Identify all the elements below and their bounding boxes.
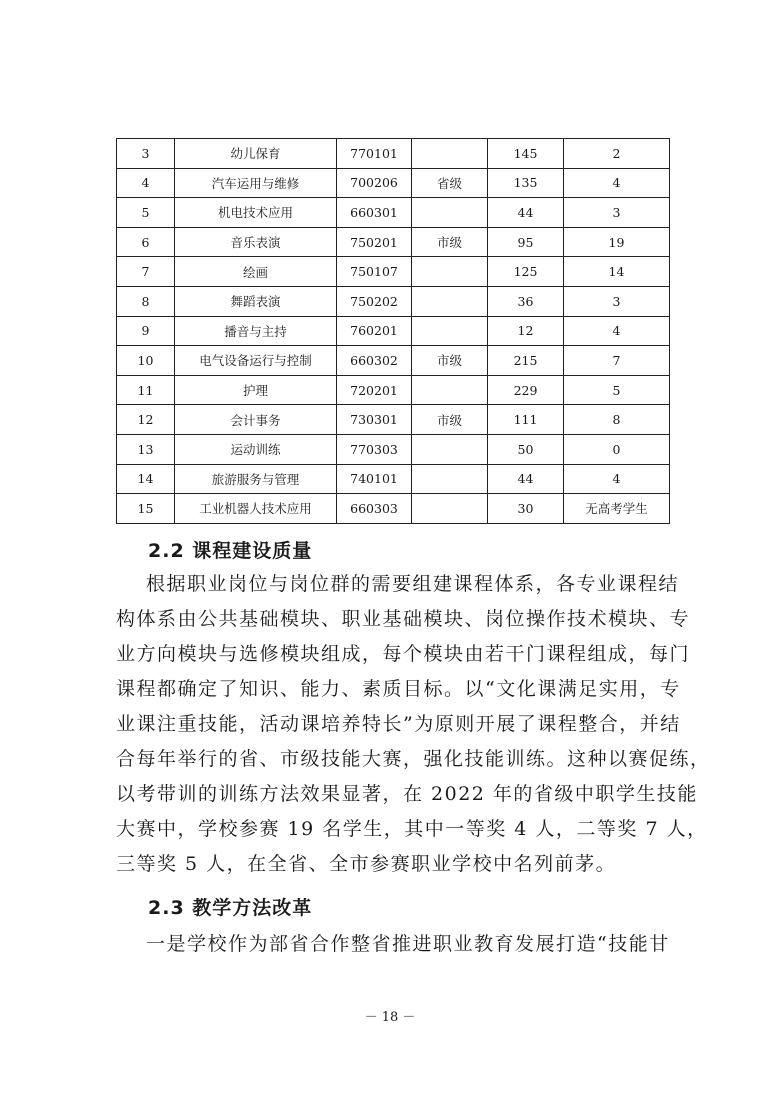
table-cell: 10	[117, 346, 175, 376]
table-cell: 770101	[337, 139, 412, 169]
table-row	[117, 316, 670, 346]
table-cell: 0	[564, 434, 670, 464]
table-cell	[412, 286, 488, 316]
table-cell: 770303	[337, 434, 412, 464]
paragraph-line: 业方向模块与选修模块组成，每个模块由若干门课程组成，每门	[116, 643, 691, 665]
table-cell: 电气设备运行与控制	[175, 346, 337, 376]
table-row	[117, 346, 670, 376]
table-cell: 音乐表演	[175, 227, 337, 257]
table-row	[117, 168, 670, 198]
table-cell: 运动训练	[175, 434, 337, 464]
table-cell: 229	[488, 375, 564, 405]
table-cell: 工业机器人技术应用	[175, 494, 337, 524]
table-row	[117, 139, 670, 169]
paragraph-line: 三等奖 5 人，在全省、全市参赛职业学校中名列前茅。	[116, 853, 617, 875]
table-cell	[412, 375, 488, 405]
table-cell: 播音与主持	[175, 316, 337, 346]
section-heading-2-3: 2.3 教学方法改革	[148, 897, 313, 919]
table-cell	[412, 434, 488, 464]
table-cell: 4	[564, 464, 670, 494]
paragraph-line: 大赛中，学校参赛 19 名学生，其中一等奖 4 人，二等奖 7 人，	[116, 818, 708, 840]
table-cell: 绘画	[175, 257, 337, 287]
table-row	[117, 464, 670, 494]
table-cell: 护理	[175, 375, 337, 405]
table-cell: 14	[564, 257, 670, 287]
majors-table	[116, 138, 670, 524]
table-cell	[412, 139, 488, 169]
table-cell: 8	[564, 405, 670, 435]
table-cell: 舞蹈表演	[175, 286, 337, 316]
table-cell: 13	[117, 434, 175, 464]
table-cell: 市级	[412, 405, 488, 435]
table-cell: 111	[488, 405, 564, 435]
table-cell: 12	[117, 405, 175, 435]
table-cell: 汽车运用与维修	[175, 168, 337, 198]
table-row	[117, 227, 670, 257]
table-cell: 2	[564, 139, 670, 169]
table-cell	[412, 198, 488, 228]
table-cell: 4	[564, 316, 670, 346]
table-cell: 750107	[337, 257, 412, 287]
table-cell: 95	[488, 227, 564, 257]
table-row	[117, 494, 670, 524]
table-cell: 19	[564, 227, 670, 257]
table-cell: 760201	[337, 316, 412, 346]
table-cell: 3	[564, 286, 670, 316]
page-number: － 18 －	[364, 1010, 416, 1025]
table-row	[117, 405, 670, 435]
table-cell: 12	[488, 316, 564, 346]
table-cell: 无高考学生	[564, 494, 670, 524]
table-cell: 660301	[337, 198, 412, 228]
table-cell: 6	[117, 227, 175, 257]
table-cell: 700206	[337, 168, 412, 198]
table-cell: 660302	[337, 346, 412, 376]
table-cell: 125	[488, 257, 564, 287]
table-row	[117, 375, 670, 405]
table-cell: 50	[488, 434, 564, 464]
table-cell: 市级	[412, 346, 488, 376]
table-cell: 7	[117, 257, 175, 287]
paragraph-line: 业课注重技能，活动课培养特长”为原则开展了课程整合，并结	[116, 713, 681, 735]
section-heading-2-2: 2.2 课程建设质量	[148, 540, 313, 562]
table-cell: 7	[564, 346, 670, 376]
table-cell: 市级	[412, 227, 488, 257]
paragraph-line: 根据职业岗位与岗位群的需要组建课程体系，各专业课程结	[146, 573, 680, 595]
table-cell: 660303	[337, 494, 412, 524]
table-cell	[412, 316, 488, 346]
paragraph-line: 构体系由公共基础模块、职业基础模块、岗位操作技术模块、专	[116, 608, 691, 630]
table-cell: 135	[488, 168, 564, 198]
table-cell: 750201	[337, 227, 412, 257]
table-cell: 机电技术应用	[175, 198, 337, 228]
table-cell: 8	[117, 286, 175, 316]
table-row	[117, 286, 670, 316]
table-row	[117, 257, 670, 287]
table-cell: 14	[117, 464, 175, 494]
table-cell: 720201	[337, 375, 412, 405]
table-cell	[412, 257, 488, 287]
table-cell: 215	[488, 346, 564, 376]
table-cell: 44	[488, 464, 564, 494]
table-row	[117, 434, 670, 464]
table-cell: 36	[488, 286, 564, 316]
table-cell	[412, 464, 488, 494]
table-cell: 4	[117, 168, 175, 198]
table-cell: 740101	[337, 464, 412, 494]
table-cell	[412, 494, 488, 524]
table-cell: 44	[488, 198, 564, 228]
paragraph-line: 课程都确定了知识、能力、素质目标。以“文化课满足实用，专	[116, 678, 681, 700]
table-cell: 730301	[337, 405, 412, 435]
paragraph-line: 以考带训的训练方法效果显著，在 2022 年的省级中职学生技能	[116, 783, 698, 805]
paragraph-line: 一是学校作为部省合作整省推进职业教育发展打造“技能甘	[146, 933, 670, 955]
table-cell: 3	[564, 198, 670, 228]
table-cell: 省级	[412, 168, 488, 198]
table-cell: 5	[117, 198, 175, 228]
table-cell: 旅游服务与管理	[175, 464, 337, 494]
table-cell: 30	[488, 494, 564, 524]
table-cell: 幼儿保育	[175, 139, 337, 169]
table-cell: 4	[564, 168, 670, 198]
paragraph-line: 合每年举行的省、市级技能大赛，强化技能训练。这种以赛促练，	[116, 748, 711, 770]
table-row	[117, 198, 670, 228]
table-cell: 5	[564, 375, 670, 405]
table-cell: 9	[117, 316, 175, 346]
table-cell: 会计事务	[175, 405, 337, 435]
table-cell: 3	[117, 139, 175, 169]
table-cell: 11	[117, 375, 175, 405]
table-cell: 750202	[337, 286, 412, 316]
table-cell: 145	[488, 139, 564, 169]
majors-table-body	[117, 139, 670, 524]
table-cell: 15	[117, 494, 175, 524]
